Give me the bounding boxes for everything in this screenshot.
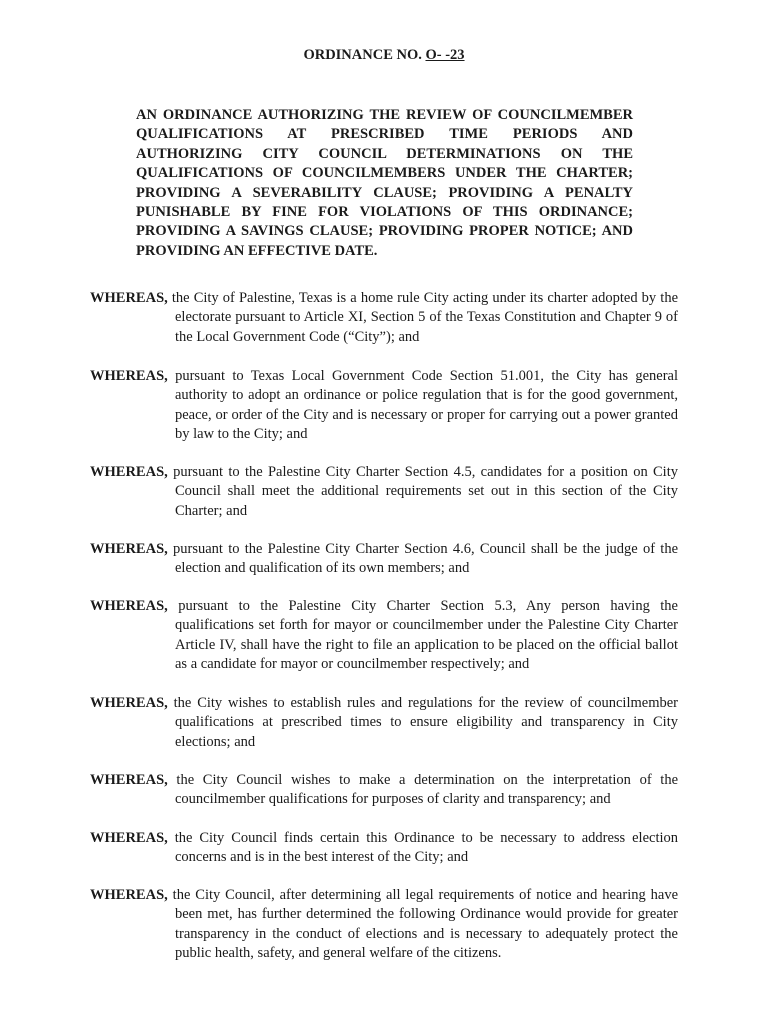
whereas-text: the City Council, after determining all legal requirements of notice and hearing have been met, has further determined the following Ordinance would provide for greater transparency in the conduct of elections and is necessary to adequately protect the public health, safety, and general welfare of the citizens. <box>172 887 679 961</box>
whereas-text: pursuant to the Palestine City Charter Section 5.3, Any person having the qualifications set forth for mayor or councilmember under the Palestine City Charter Article IV, shall have the right to file an application to be placed on the official ballot as a candidate for mayor or councilmember respectively; and <box>175 598 678 672</box>
whereas-label: WHEREAS, <box>90 887 168 903</box>
whereas-text: pursuant to the Palestine City Charter Section 4.5, candidates for a position on City Council shall meet the additional requirements set out in this section of the City Charter; and <box>173 464 678 519</box>
whereas-label: WHEREAS, <box>90 598 168 614</box>
whereas-label: WHEREAS, <box>90 541 168 557</box>
whereas-clause-5 <box>90 597 678 674</box>
ordinance-title <box>0 46 768 64</box>
whereas-label: WHEREAS, <box>90 368 168 384</box>
whereas-clause-1 <box>90 289 678 347</box>
whereas-clause-8 <box>90 829 678 868</box>
whereas-label: WHEREAS, <box>90 464 168 480</box>
whereas-clause-2 <box>90 367 678 444</box>
whereas-label: WHEREAS, <box>90 695 168 711</box>
ordinance-caption: AN ORDINANCE AUTHORIZING THE REVIEW OF COUNCILMEMBER QUALIFICATIONS AT PRESCRIBED TIME PERIODS AND AUTHORIZING CITY COUNCIL DETERMINATIONS ON THE QUALIFICATIONS OF COUNCILMEMBERS UNDER THE CHARTER; PROVIDING A SEVERABILITY CLAUSE; PROVIDING A PENALTY PUNISHABLE BY FINE FOR VIOLATIONS OF THIS ORDINANCE; PROVIDING A SAVINGS CLAUSE; PROVIDING PROPER NOTICE; AND PROVIDING AN EFFECTIVE DATE. <box>136 107 633 259</box>
whereas-clause-4 <box>90 540 678 579</box>
whereas-text: pursuant to Texas Local Government Code Section 51.001, the City has general authority to adopt an ordinance or police regulation that is for the good government, peace, or order of the City and is necessary or proper for carrying out a power granted by law to the City; and <box>175 368 678 442</box>
whereas-label: WHEREAS, <box>90 772 168 788</box>
whereas-label: WHEREAS, <box>90 290 168 306</box>
whereas-clause-9 <box>90 886 678 963</box>
whereas-text: the City of Palestine, Texas is a home rule City acting under its charter adopted by the electorate pursuant to Article XI, Section 5 of the Texas Constitution and Chapter 9 of the Local Government Code (“City”); and <box>171 290 679 345</box>
whereas-text: the City wishes to establish rules and regulations for the review of councilmember qualifications at prescribed times to ensure eligibility and transparency in City elections; and <box>173 695 678 750</box>
ordinance-title-prefix: ORDINANCE NO. <box>303 47 426 63</box>
whereas-clause-6 <box>90 694 678 752</box>
whereas-text: the City Council wishes to make a determination on the interpretation of the councilmember qualifications for purposes of clarity and transparency; and <box>175 772 679 808</box>
whereas-clause-7 <box>90 771 678 810</box>
ordinance-number: O- -23 <box>425 47 465 63</box>
whereas-label: WHEREAS, <box>90 830 168 846</box>
whereas-text: the City Council finds certain this Ordinance to be necessary to address election concerns and is in the best interest of the City; and <box>174 830 679 866</box>
whereas-clause-3 <box>90 463 678 521</box>
whereas-text: pursuant to the Palestine City Charter Section 4.6, Council shall be the judge of the election and qualification of its own members; and <box>173 541 679 577</box>
